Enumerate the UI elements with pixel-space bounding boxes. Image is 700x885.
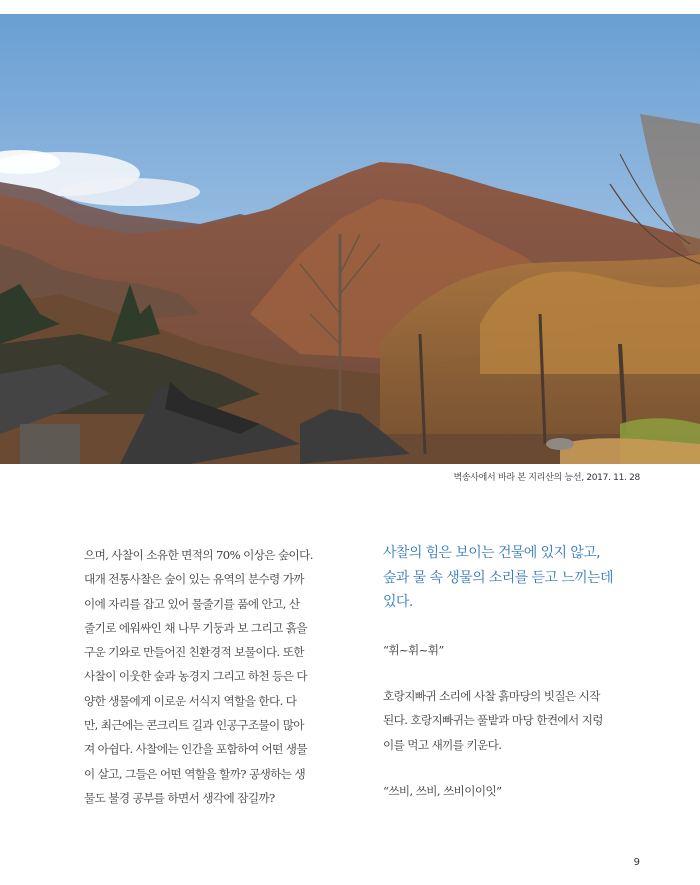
pull-quote-line: 사찰의 힘은 보이는 건물에 있지 않고, — [383, 545, 600, 561]
bird-sound-1: “휘~휘~휘” — [383, 643, 444, 657]
right-paragraph — [383, 684, 645, 757]
text-line: 이 살고, 그들은 어떤 역할을 할까? 공생하는 생 — [84, 766, 306, 781]
text-line: 양한 생물에게 이로운 서식지 역할을 한다. 다 — [84, 693, 297, 708]
pull-quote-line: 숲과 물 속 생물의 소리를 듣고 느끼는데 — [383, 569, 613, 586]
text-line: 으며, 사찰이 소유한 면적의 70% 이상은 숲이다. — [84, 548, 313, 562]
text-line: 사찰이 이웃한 숲과 농경지 그리고 하천 등은 다 — [84, 669, 307, 684]
text-line: 구운 기와로 만들어진 친환경적 보물이다. 또한 — [84, 645, 304, 660]
text-line: 이에 자리를 잡고 있어 물줄기를 품에 안고, 산 — [84, 596, 300, 611]
page-number: 9 — [633, 857, 640, 868]
photo-caption: 벽송사에서 바라 본 지리산의 능선, 2017. 11. 28 — [453, 473, 640, 483]
text-line: 져 아쉽다. 사찰에는 인간을 포함하여 어떤 생물 — [84, 742, 307, 757]
text-line: 줄기로 에워싸인 채 나무 기둥과 보 그리고 흙을 — [84, 620, 307, 635]
text-line: 물도 불경 공부를 하면서 생각에 잠길까? — [84, 790, 275, 805]
mountain-photo — [0, 14, 700, 464]
left-paragraph — [84, 543, 344, 810]
text-line: 대개 전통사찰은 숲이 있는 유역의 분수령 가까 — [84, 572, 304, 587]
mountain-landscape-image — [0, 14, 700, 464]
bird-sound-2: “쓰비, 쓰비, 쓰비이이잇” — [383, 784, 502, 798]
text-line: 만, 최근에는 콘크리트 길과 인공구조물이 많아 — [84, 718, 304, 733]
text-line: 이를 먹고 새끼를 키운다. — [383, 737, 502, 752]
pull-quote-line: 있다. — [383, 594, 413, 610]
pull-quote — [383, 541, 645, 615]
left-body-text — [84, 543, 344, 810]
text-line: 된다. 호랑지빠귀는 풀밭과 마당 한켠에서 지렁 — [383, 713, 603, 728]
text-line: 호랑지빠귀 소리에 사찰 흙마당의 빗질은 시작 — [383, 689, 600, 703]
right-column — [383, 541, 645, 798]
